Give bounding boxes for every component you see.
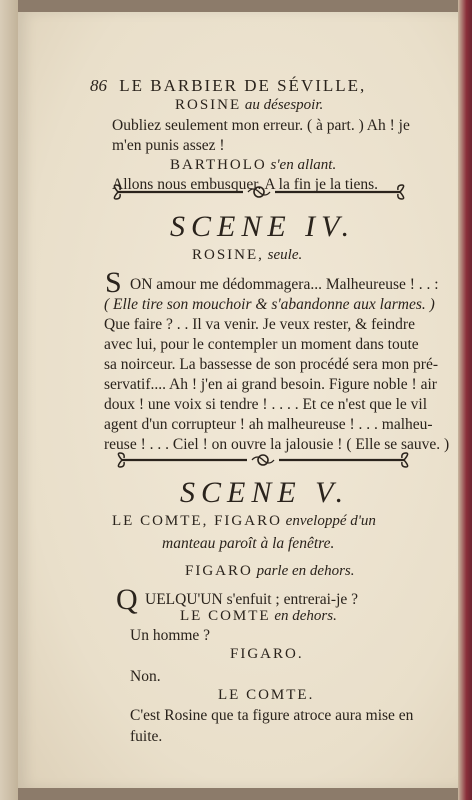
text-line: servatif.... Ah ! j'en ai grand besoin. Figure noble ! air [104, 376, 437, 393]
text-line: Un homme ? [130, 627, 211, 644]
speaker-rosine: ROSINE au désespoir. [175, 97, 324, 113]
text-line: sa noirceur. La bassesse de son procédé sera mon pré- [104, 356, 438, 373]
text-line: Non. [130, 668, 161, 685]
speaker-figaro: FIGARO. [230, 646, 304, 662]
speaker-bartholo: BARTHOLO s'en allant. [170, 157, 337, 173]
text-line: ( Elle tire son mouchoir & s'abandonne aux larmes. ) [104, 296, 435, 313]
page-gutter [0, 0, 18, 800]
text-line: C'est Rosine que ta figure atroce aura mise en [130, 707, 414, 724]
text-line: m'en punis assez ! [112, 137, 225, 154]
scene-title: SCENE V. [180, 476, 350, 509]
text-line: Oubliez seulement mon erreur. ( à part. ) Ah ! je [112, 117, 410, 134]
speaker-comte: LE COMTE. [218, 687, 315, 703]
scene-characters: LE COMTE, FIGARO enveloppé d'un [112, 513, 376, 529]
text-line: agent d'un corrupteur ! ah malheureuse ! . . . malheu- [104, 416, 433, 433]
stage-speaker: FIGARO parle en dehors. [185, 563, 355, 579]
drop-cap: Q [116, 583, 138, 616]
stage-direction: manteau paroît à la fenêtre. [162, 535, 335, 552]
text-line: Allons nous embusquer. A la fin je la tiens. [112, 176, 379, 193]
text-line: ON amour me dédommagera... Malheureuse ! . . : [130, 276, 439, 293]
running-title: LE BARBIER DE SÉVILLE, [119, 76, 367, 95]
scene-title: SCENE IV. [170, 210, 356, 243]
scene-characters: ROSINE, seule. [192, 247, 303, 263]
book-cover-edge [458, 0, 472, 800]
text-line: UELQU'UN s'enfuit ; entrerai-je ? [145, 591, 359, 608]
ornament-divider-icon [112, 452, 414, 468]
text-line: fuite. [130, 728, 163, 745]
speaker-comte: LE COMTE en dehors. [180, 608, 337, 624]
text-line: reuse ! . . . Ciel ! on ouvre la jalousie ! ( Elle se sauve. ) [104, 436, 450, 453]
text-line: doux ! une voix si tendre ! . . . . Et ce n'est que le vil [104, 396, 428, 413]
text-line: Que faire ? . . Il va venir. Je veux rester, & feindre [104, 316, 415, 333]
ornament-divider-icon [108, 184, 410, 200]
page-number: 86 [90, 76, 107, 95]
drop-cap: S [105, 266, 122, 299]
text-line: avec lui, pour le contempler un moment dans toute [104, 336, 419, 353]
running-header [90, 76, 366, 96]
